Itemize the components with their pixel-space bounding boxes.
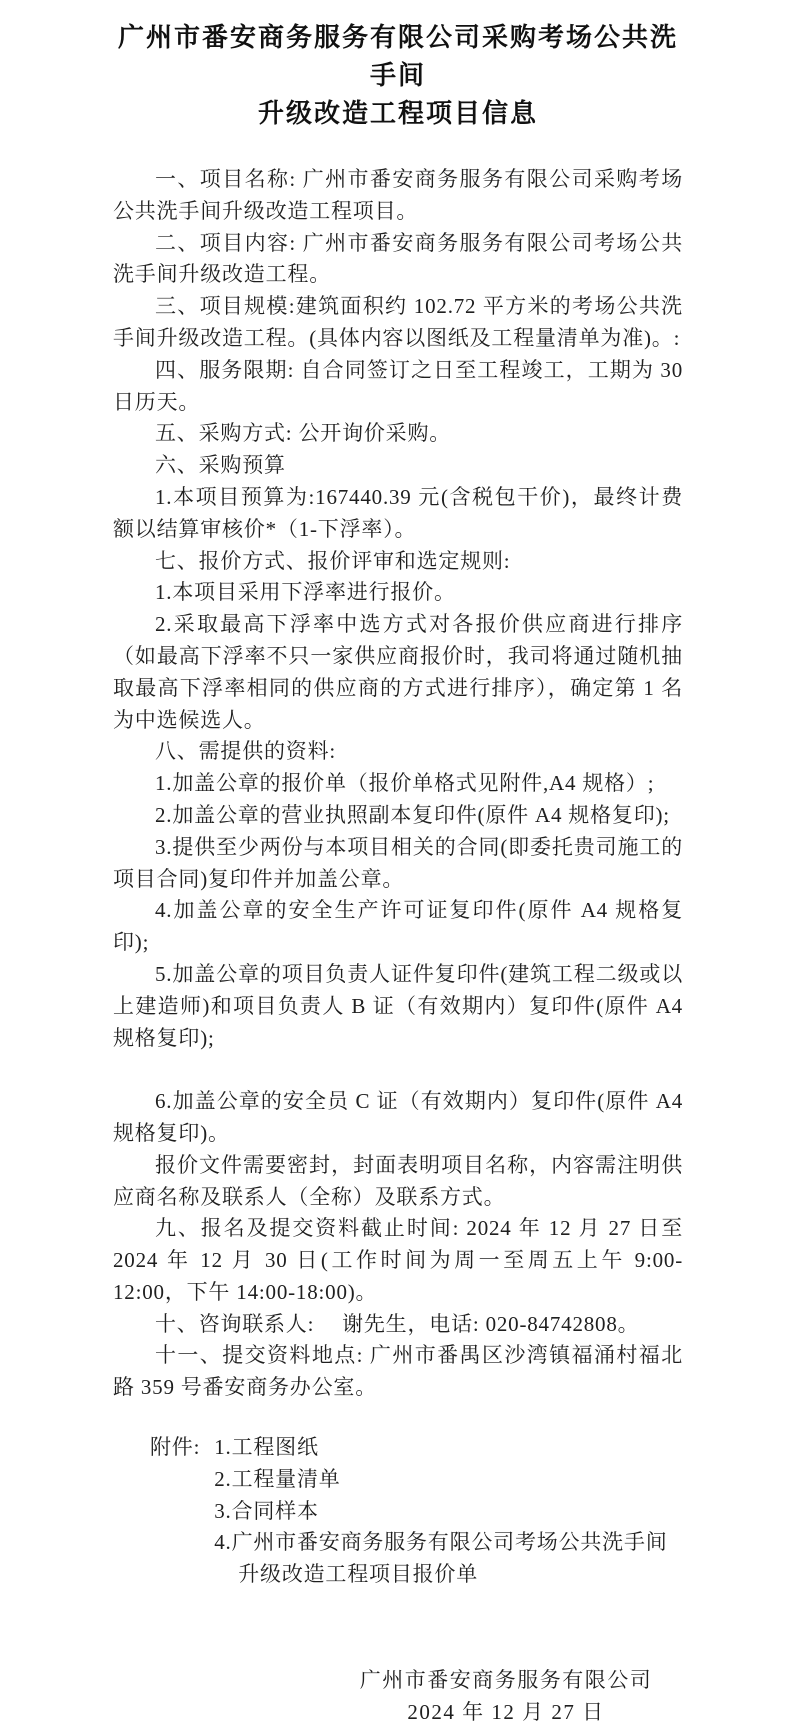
paragraph: 六、采购预算 xyxy=(155,453,286,478)
paragraph: 2.采取最高下浮率中选方式对各报价供应商进行排序（如最高下浮率不只一家供应商报价时，我司将通过随机抽取最高下浮率相同的供应商的方式进行排序），确定第 1 名为中选候选人。 xyxy=(113,612,683,732)
document-title-line2: 升级改造工程项目信息 xyxy=(257,98,538,128)
paragraph: 二、项目内容: 广州市番安商务服务有限公司考场公共洗手间升级改造工程。 xyxy=(113,230,683,287)
paragraph: 4.加盖公章的安全生产许可证复印件(原件 A4 规格复印); xyxy=(113,898,683,955)
paragraph: 1.加盖公章的报价单（报价单格式见附件,A4 规格）; xyxy=(155,771,655,796)
paragraph: 七、报价方式、报价评审和选定规则: xyxy=(155,548,511,573)
attachments-items xyxy=(214,1432,683,1591)
paragraph: 5.加盖公章的项目负责人证件复印件(建筑工程二级或以上建造师)和项目负责人 B 证（有效期内）复印件(原件 A4 规格复印); xyxy=(113,961,683,1050)
paragraph: 十一、提交资料地点: 广州市番禺区沙湾镇福涌村福北路 359 号番安商务办公室。 xyxy=(113,1343,683,1400)
paragraph: 十、咨询联系人: 谢先生，电话: 020-84742808。 xyxy=(155,1311,640,1336)
signature-block xyxy=(341,1665,671,1729)
paragraph: 三、项目规模:建筑面积约 102.72 平方米的考场公共洗手间升级改造工程。(具体内容以图纸及工程量清单为准)。: xyxy=(113,294,683,350)
signature-date: 2024 年 12 月 27 日 xyxy=(407,1699,605,1724)
paragraph: 6.加盖公章的安全员 C 证（有效期内）复印件(原件 A4 规格复印)。 xyxy=(113,1089,683,1145)
signature-company: 广州市番安商务服务有限公司 xyxy=(359,1668,653,1693)
paragraph: 1.本项目采用下浮率进行报价。 xyxy=(155,580,456,605)
attachment-item: 4.广州市番安商务服务有限公司考场公共洗手间升级改造工程项目报价单 xyxy=(214,1530,668,1587)
paragraph: 五、采购方式: 公开询价采购。 xyxy=(155,421,452,446)
attachments-block xyxy=(113,1432,683,1591)
attachment-item: 1.工程图纸 xyxy=(214,1435,319,1460)
paragraph: 四、服务限期: 自合同签订之日至工程竣工，工期为 30 日历天。 xyxy=(113,357,683,414)
document-title-line1: 广州市番安商务服务有限公司采购考场公共洗手间 xyxy=(117,22,678,90)
paragraph: 3.提供至少两份与本项目相关的合同(即委托贵司施工的项目合同)复印件并加盖公章。 xyxy=(113,834,683,891)
attachment-item: 2.工程量清单 xyxy=(214,1466,341,1491)
paragraph-list xyxy=(113,164,683,1404)
attachments-label: 附件: xyxy=(150,1435,201,1460)
paragraph: 1.本项目预算为:167440.39 元(含税包干价)，最终计费额以结算审核价*（1-下浮率）。 xyxy=(113,484,683,541)
paragraph: 九、报名及提交资料截止时间: 2024 年 12 月 27 日至 2024 年 12 月 30 日(工作时间为周一至周五上午 9:00-12:00，下午 14:00-18:00)。 xyxy=(113,1216,683,1304)
attachment-item: 3.合同样本 xyxy=(214,1498,319,1523)
paragraph: 报价文件需要密封，封面表明项目名称，内容需注明供应商名称及联系人（全称）及联系方式。 xyxy=(113,1152,683,1209)
document-title xyxy=(113,18,683,132)
paragraph: 八、需提供的资料: xyxy=(155,739,337,764)
paragraph: 2.加盖公章的营业执照副本复印件(原件 A4 规格复印); xyxy=(155,802,670,827)
paragraph: 一、项目名称: 广州市番安商务服务有限公司采购考场公共洗手间升级改造工程项目。 xyxy=(113,167,683,223)
